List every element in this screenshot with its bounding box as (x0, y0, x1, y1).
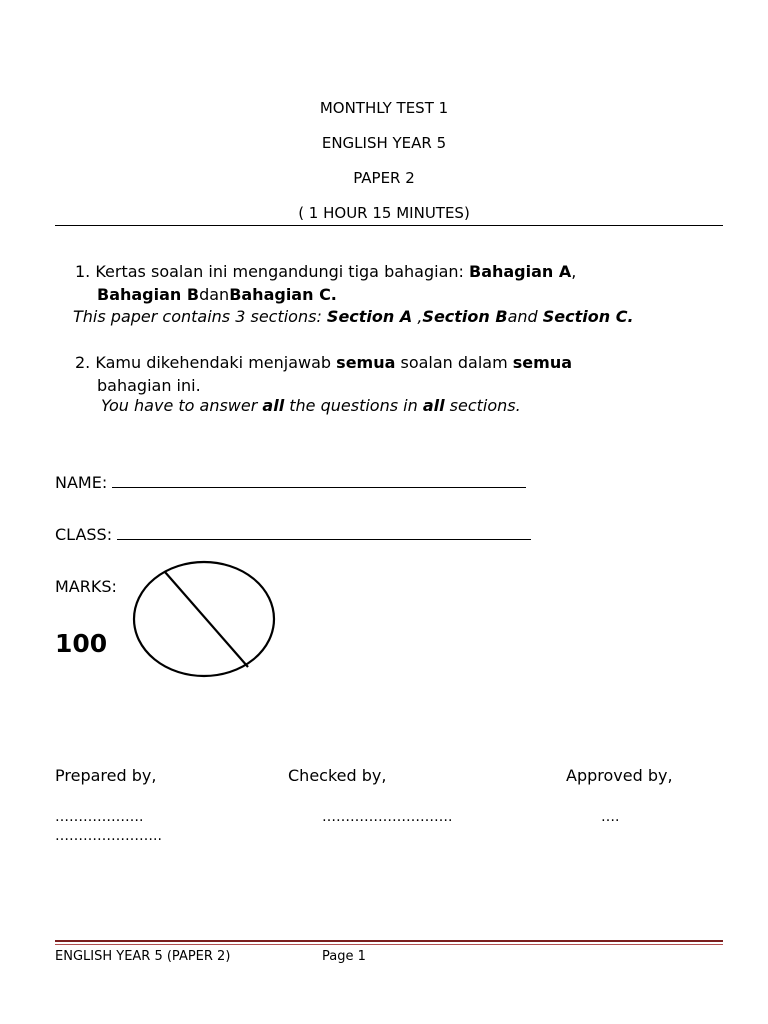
instruction-1-english (73, 307, 634, 327)
checked-by-dots[interactable]: ………………………. (322, 809, 453, 825)
approved-by-dots[interactable]: …. (601, 809, 620, 825)
instruction-2-text-a: Kamu dikehendaki menjawab (95, 353, 337, 372)
instruction-2-malay-line2: bahagian ini. (97, 376, 201, 395)
prepared-by-dots-line2[interactable]: ………………….. (55, 828, 162, 844)
instruction-2-en-c: sections. (444, 396, 521, 415)
footer-subject: ENGLISH YEAR 5 (PAPER 2) (55, 949, 231, 964)
duration-title: ( 1 HOUR 15 MINUTES) (298, 204, 470, 222)
marks-ellipse (134, 562, 274, 676)
instruction-1-section-a: Section A (326, 307, 413, 326)
paper-title: PAPER 2 (353, 169, 415, 187)
instruction-2-malay-line1 (75, 353, 572, 373)
prepared-by-dots[interactable]: ………………. (55, 809, 144, 825)
approved-by-label: Approved by, (566, 766, 673, 785)
instruction-1-text: Kertas soalan ini mengandungi tiga bahagian: (95, 262, 469, 281)
instruction-1-section-c: Section C (542, 307, 628, 326)
class-blank[interactable] (117, 525, 531, 540)
instruction-2-number: 2. (75, 353, 91, 372)
instruction-1-malay-line1 (75, 262, 576, 282)
name-label: NAME: (55, 473, 108, 492)
instruction-1-comma: , (571, 262, 577, 281)
instruction-1-en-and: and (507, 307, 543, 326)
footer-rule-top (55, 940, 723, 942)
name-blank[interactable] (112, 473, 526, 488)
instruction-1-malay-line2 (97, 285, 337, 305)
class-label: CLASS: (55, 525, 113, 544)
header-divider (55, 225, 723, 226)
footer-page-number: Page 1 (322, 949, 366, 964)
instruction-2-english (101, 396, 521, 416)
instruction-1-dan: dan (199, 285, 230, 304)
instruction-1-en-sep: , (412, 307, 423, 326)
instruction-1-bahagian-b: Bahagian B (97, 285, 200, 304)
instruction-2-all-2: all (422, 396, 445, 415)
marks-total: 100 (55, 629, 108, 658)
instruction-1-section-b: Section B (422, 307, 508, 326)
instruction-1-bahagian-a: Bahagian A (469, 262, 572, 281)
marks-divider-line (165, 572, 248, 667)
subject-title: ENGLISH YEAR 5 (321, 134, 447, 152)
instruction-2-text-b: soalan dalam (395, 353, 513, 372)
class-field-row (55, 525, 531, 545)
instruction-1-period: . (627, 307, 634, 326)
name-field-row (55, 473, 526, 493)
marks-label: MARKS: (55, 577, 117, 596)
instruction-2-semua-2: semua (512, 353, 573, 372)
marks-circle[interactable] (130, 559, 280, 681)
instruction-2-en-b: the questions in (284, 396, 423, 415)
instruction-2-en-a: You have to answer (101, 396, 263, 415)
instruction-2-all-1: all (262, 396, 285, 415)
instruction-1-bahagian-c: Bahagian C. (229, 285, 337, 304)
test-title: MONTHLY TEST 1 (319, 99, 449, 117)
instruction-1-en-text: This paper contains 3 sections: (73, 307, 327, 326)
instruction-1-number: 1. (75, 262, 91, 281)
checked-by-label: Checked by, (288, 766, 387, 785)
footer-rule-bottom (55, 944, 723, 945)
prepared-by-label: Prepared by, (55, 766, 157, 785)
instruction-2-semua-1: semua (336, 353, 396, 372)
